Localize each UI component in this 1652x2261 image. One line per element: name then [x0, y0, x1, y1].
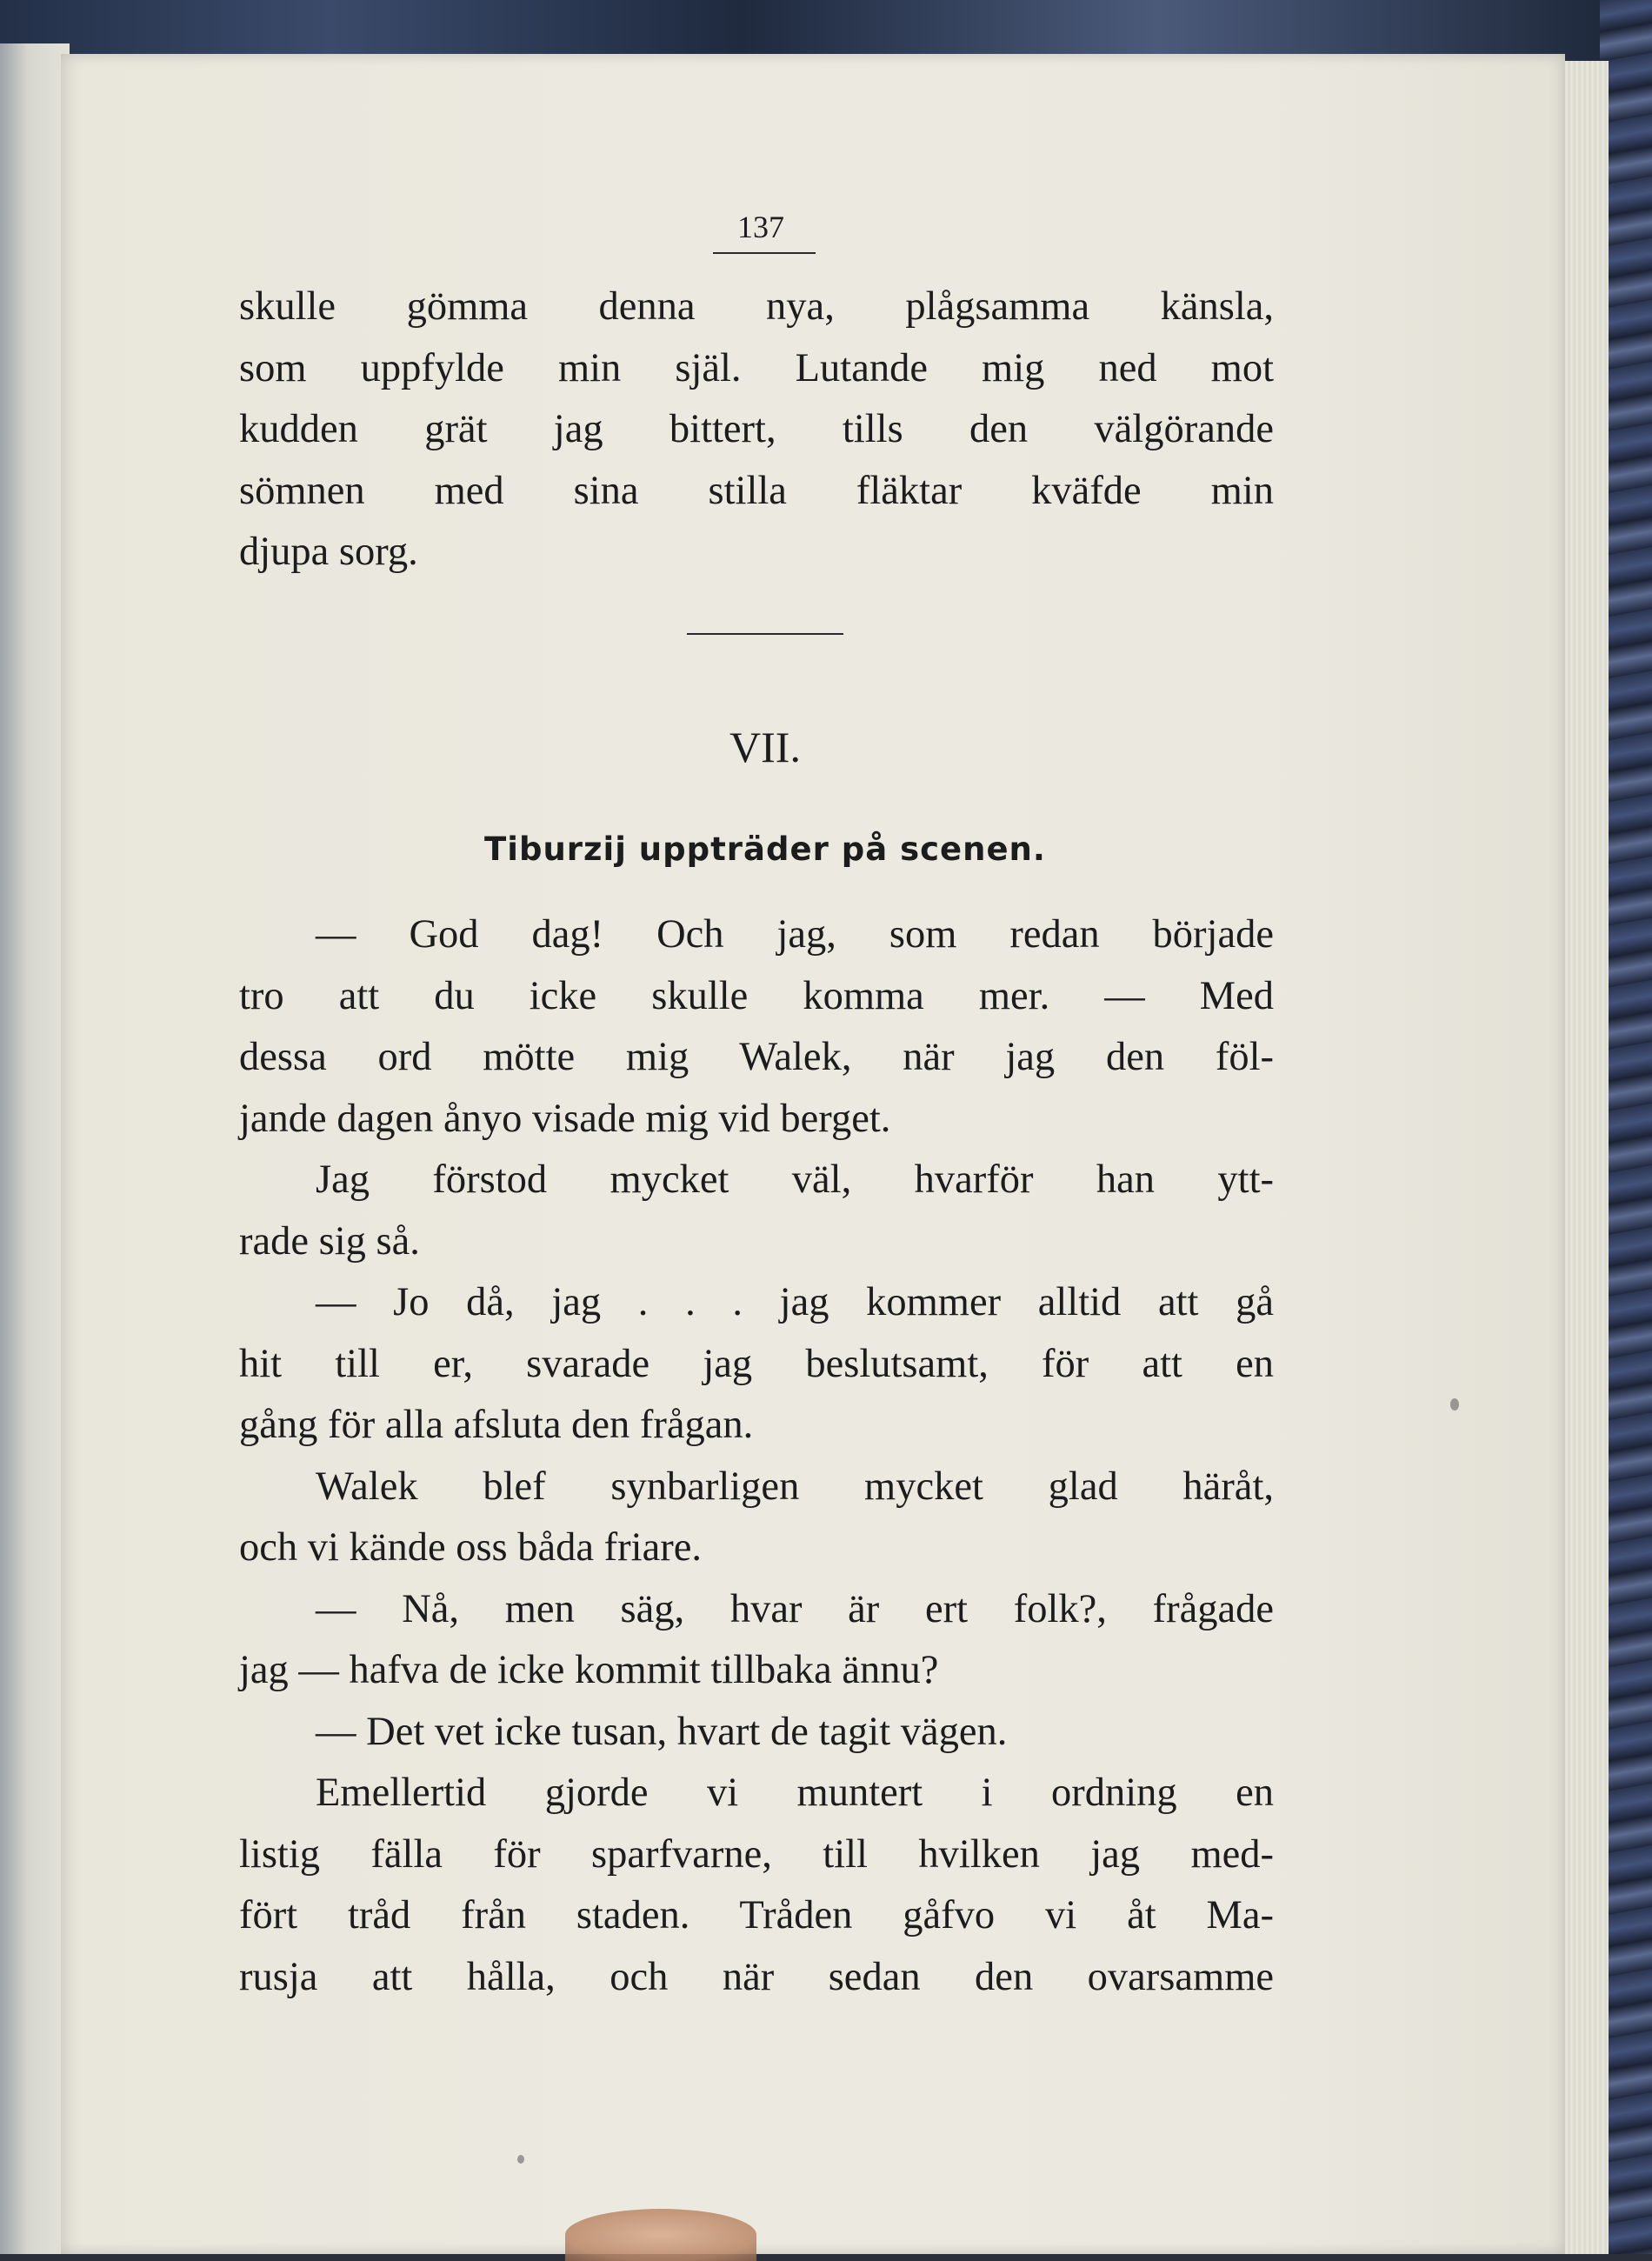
- text-line: hit till er, svarade jag beslutsamt, för att en: [239, 1341, 1274, 1386]
- text-line: som uppfylde min själ. Lutande mig ned mot: [239, 345, 1274, 390]
- chapter-number: VII.: [729, 723, 801, 771]
- text-line: jande dagen ånyo visade mig vid berget.: [239, 1096, 891, 1141]
- text-line: rusja att hålla, och när sedan den ovarsamme: [239, 1954, 1274, 1999]
- text-line: — God dag! Och jag, som redan började: [316, 912, 1274, 957]
- chapter-body: [239, 904, 1274, 2008]
- section-divider: [687, 633, 843, 635]
- text-line: jag — hafva de icke kommit tillbaka ännu?: [239, 1648, 939, 1692]
- text-line: sömnen med sina stilla fläktar kväfde min: [239, 468, 1274, 513]
- text-line: kudden grät jag bittert, tills den välgörande: [239, 407, 1274, 451]
- text-line: — Det vet icke tusan, hvart de tagit vägen.: [316, 1709, 1008, 1754]
- text-line: och vi kände oss båda friare.: [239, 1525, 702, 1570]
- paper-spot: [1450, 1398, 1459, 1411]
- previous-page-edge: [0, 43, 70, 2254]
- text-line: dessa ord mötte mig Walek, när jag den föl-: [239, 1035, 1274, 1079]
- page-number: 137: [737, 210, 784, 244]
- paper-spot: [517, 2155, 524, 2164]
- page-number-rule: [713, 252, 816, 254]
- text-line: Walek blef synbarligen mycket glad häråt,: [316, 1464, 1274, 1509]
- text-line: Jag förstod mycket väl, hvarför han ytt-: [316, 1157, 1274, 1202]
- text-line: fört tråd från staden. Tråden gåfvo vi åt Ma-: [239, 1893, 1274, 1938]
- text-line: djupa sorg.: [239, 530, 418, 574]
- thumb: [565, 2209, 756, 2261]
- text-line: skulle gömma denna nya, plågsamma känsla,: [239, 284, 1274, 329]
- text-line: tro att du icke skulle komma mer. — Med: [239, 973, 1274, 1018]
- text-line: — Nå, men säg, hvar är ert folk?, frågade: [316, 1586, 1274, 1631]
- text-line: rade sig så.: [239, 1218, 420, 1264]
- text-line: listig fälla för sparfvarne, till hvilken jag med-: [239, 1831, 1274, 1877]
- chapter-title: Tiburzij uppträder på scenen.: [484, 830, 1046, 868]
- text-line: gång för alla afsluta den frågan.: [239, 1403, 754, 1447]
- opening-paragraph: [239, 277, 1274, 584]
- text-line: Emellertid gjorde vi muntert i ordning en: [316, 1771, 1274, 1815]
- text-line: — Jo då, jag . . . jag kommer alltid att gå: [316, 1280, 1274, 1324]
